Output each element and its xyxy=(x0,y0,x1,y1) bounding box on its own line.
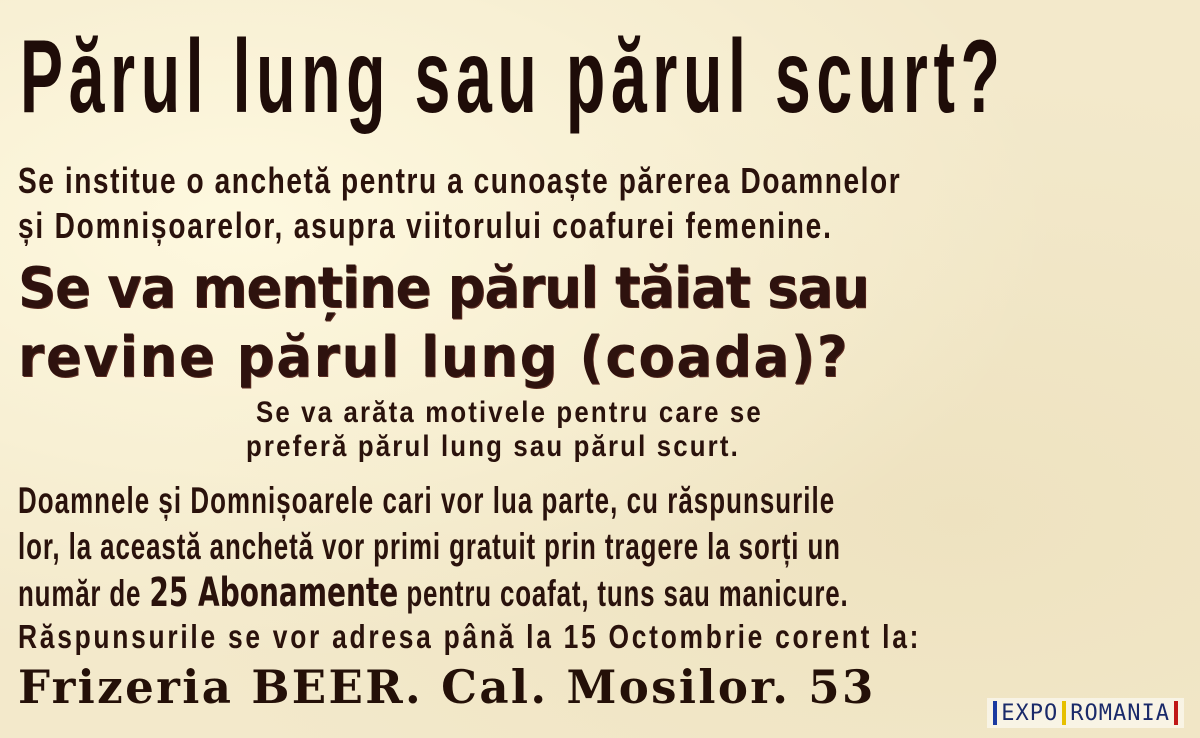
flag-stripe-red xyxy=(1174,701,1178,725)
ad-title: Părul lung sau părul scurt? xyxy=(20,19,1006,135)
flag-stripe-yellow xyxy=(1062,701,1066,725)
paragraph-line-4: Răspunsurile se vor adresa până la 15 Octombrie corent la: xyxy=(18,618,922,655)
headline-line-1: Se va menține părul tăiat sau xyxy=(18,256,869,321)
flag-stripe-blue xyxy=(993,701,997,725)
paragraph-line-3-end: pentru coafat, tuns sau manicure. xyxy=(398,573,849,614)
watermark-logo xyxy=(987,698,1184,728)
watermark-text-left: EXPO xyxy=(1001,700,1059,726)
subscriptions-highlight: 25 Abonamente xyxy=(149,570,399,616)
headline-line-2: revine părul lung (coada)? xyxy=(18,325,850,390)
paragraph-line-3-start: număr de xyxy=(18,573,150,614)
paragraph-line-1: Doamnele și Domnișoarele cari vor lua parte, cu răspunsurile xyxy=(18,480,836,521)
subtext-line-2: preferă părul lung sau părul scurt. xyxy=(246,430,740,463)
intro-line-1: Se institue o anchetă pentru a cunoaște părerea Doamnelor xyxy=(18,160,902,201)
intro-line-2: și Domnișoarelor, asupra viitorului coafurei femenine. xyxy=(18,205,833,246)
shop-address: Frizeria BEER. Cal. Mosilor. 53 xyxy=(18,660,876,714)
watermark-text-right: ROMANIA xyxy=(1070,700,1170,726)
subtext-line-1: Se va arăta motivele pentru care se xyxy=(256,396,763,429)
paragraph-line-2: lor, la această anchetă vor primi gratuit prin tragere la sorți un xyxy=(18,526,841,567)
paragraph-line-3 xyxy=(18,570,849,616)
